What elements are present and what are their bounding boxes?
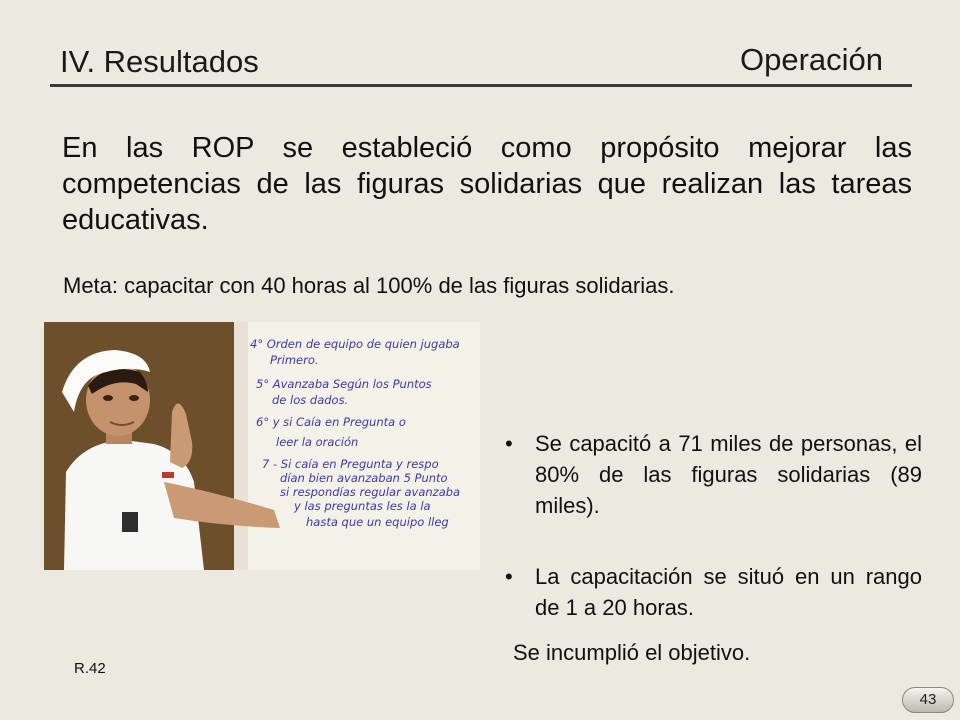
shirt-logo	[122, 512, 138, 532]
board-line: leer la oración	[276, 435, 359, 449]
board-line: dían bien avanzaban 5 Punto	[280, 471, 448, 485]
page-number-badge: 43	[902, 687, 954, 713]
bullet-item	[505, 561, 922, 623]
bullet-dot: •	[505, 564, 513, 589]
bullet-text: La capacitación se situó en un rango de 1 a 20 horas.	[535, 564, 922, 620]
conclusion-text: Se incumplió el objetivo.	[513, 640, 751, 665]
training-photo	[44, 322, 480, 570]
section-title: IV. Resultados	[60, 44, 259, 79]
board-line: 6° y si Caía en Pregunta o	[256, 415, 406, 429]
board-line: 4° Orden de equipo de quien jugaba	[250, 337, 460, 351]
board-line: hasta que un equipo lleg	[306, 515, 449, 529]
header-rule	[50, 84, 912, 87]
bullet-dot: •	[505, 431, 513, 456]
reference-label: R.42	[74, 660, 106, 677]
bullet-list	[505, 428, 922, 623]
board-edge	[234, 322, 248, 570]
board-line: 5° Avanzaba Según los Puntos	[256, 377, 432, 391]
subsection-title: Operación	[740, 42, 884, 77]
bullet-item	[505, 428, 922, 521]
board-line: y las preguntas les la la	[294, 499, 431, 513]
board-line: de los dados.	[272, 393, 349, 407]
goal-text: Meta: capacitar con 40 horas al 100% de las figuras solidarias.	[63, 273, 675, 298]
board-line: si respondías regular avanzaba	[280, 485, 461, 499]
board-line: Primero.	[270, 353, 319, 367]
intro-paragraph: En las ROP se estableció como propósito mejorar las competencias de las figuras solidarias que realizan las tareas educativas.	[62, 132, 912, 236]
board-line: 7 - Si caía en Pregunta y respo	[262, 457, 439, 471]
training-photo-illustration	[44, 322, 480, 570]
person-eye	[103, 395, 113, 401]
wristband	[162, 472, 174, 478]
person-eye	[129, 395, 139, 401]
bullet-text: Se capacitó a 71 miles de personas, el 80% de las figuras solidarias (89 miles).	[535, 431, 922, 518]
